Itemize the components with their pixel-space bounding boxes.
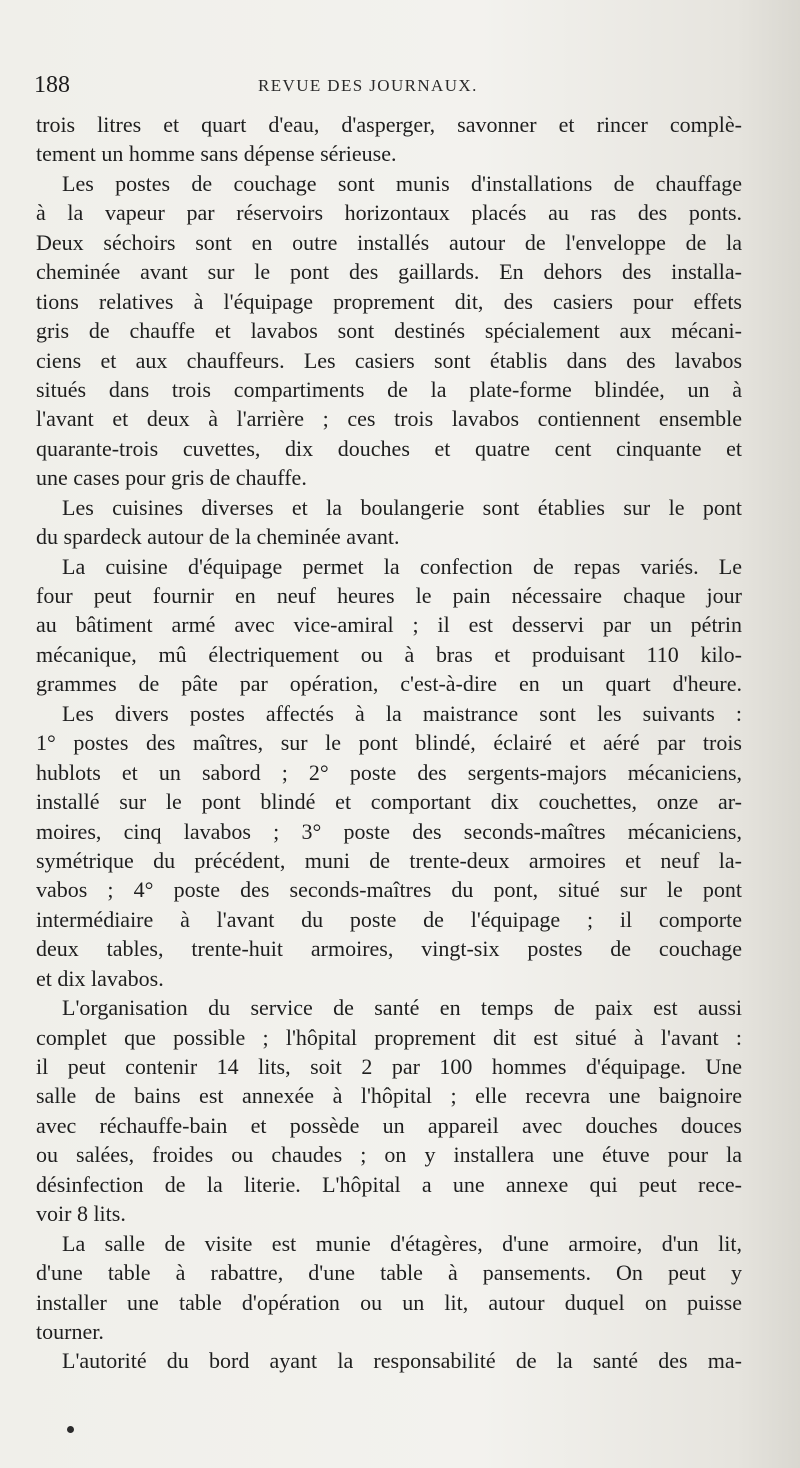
- text-line: grammes de pâte par opération, c'est-à-dire en un quart d'heure.: [36, 671, 742, 697]
- text-line: salle de bains est annexée à l'hôpital ; elle recevra une baignoire: [36, 1083, 742, 1109]
- text-line: Les postes de couchage sont munis d'installations de chauffage: [62, 170, 742, 196]
- text-line: installer une table d'opération ou un lit, autour duquel on puisse: [36, 1289, 742, 1315]
- text-line: il peut contenir 14 lits, soit 2 par 100 hommes d'équipage. Une: [36, 1054, 742, 1079]
- text-line: installé sur le pont blindé et comportant dix couchettes, onze ar-: [36, 789, 742, 815]
- text-line: tement un homme sans dépense sérieuse.: [36, 141, 397, 167]
- text-line: mécanique, mû électriquement ou à bras et produisant 110 kilo-: [36, 641, 742, 667]
- text-line: intermédiaire à l'avant du poste de l'équipage ; il comporte: [36, 906, 742, 932]
- text-line: une cases pour gris de chauffe.: [36, 465, 307, 491]
- text-line: situés dans trois compartiments de la plate-forme blindée, un à: [36, 376, 742, 402]
- text-line: moires, cinq lavabos ; 3° poste des seconds-maîtres mécaniciens,: [36, 818, 742, 844]
- text-line: du spardeck autour de la cheminée avant.: [36, 524, 400, 550]
- text-line: complet que possible ; l'hôpital proprement dit est situé à l'avant :: [36, 1024, 742, 1050]
- text-line: ciens et aux chauffeurs. Les casiers sont établis dans des lavabos: [36, 347, 742, 373]
- text-line: deux tables, trente-huit armoires, vingt-six postes de couchage: [36, 936, 742, 962]
- text-line: au bâtiment armé avec vice-amiral ; il est desservi par un pétrin: [36, 612, 742, 638]
- text-line: voir 8 lits.: [36, 1201, 126, 1227]
- text-line: Deux séchoirs sont en outre installés autour de l'enveloppe de la: [36, 229, 742, 255]
- page-header: [34, 72, 754, 102]
- text-line: quarante-trois cuvettes, dix douches et quatre cent cinquante et: [36, 435, 742, 461]
- text-line: tions relatives à l'équipage proprement dit, des casiers pour effets: [36, 288, 742, 314]
- running-head: REVUE DES JOURNAUX.: [258, 76, 478, 95]
- text-line: La cuisine d'équipage permet la confection de repas variés. Le: [62, 553, 742, 579]
- text-line: à la vapeur par réservoirs horizontaux placés au ras des ponts.: [36, 200, 742, 226]
- text-line: avec réchauffe-bain et possède un appareil avec douches douces: [36, 1112, 742, 1138]
- body-text: [36, 110, 742, 1376]
- text-line: Les cuisines diverses et la boulangerie sont établies sur le pont: [62, 494, 742, 520]
- text-line: symétrique du précédent, muni de trente-deux armoires et neuf la-: [36, 847, 742, 873]
- text-line: Les divers postes affectés à la maistrance sont les suivants :: [62, 700, 742, 726]
- text-line: tourner.: [36, 1318, 104, 1344]
- text-line: désinfection de la literie. L'hôpital a une annexe qui peut rece-: [36, 1171, 742, 1197]
- text-line: et dix lavabos.: [36, 965, 164, 991]
- page-number: 188: [34, 72, 70, 98]
- text-line: d'une table à rabattre, d'une table à pansements. On peut y: [36, 1260, 742, 1286]
- text-line: l'avant et deux à l'arrière ; ces trois lavabos contiennent ensemble: [36, 406, 742, 432]
- text-line: gris de chauffe et lavabos sont destinés spécialement aux mécani-: [36, 318, 742, 344]
- text-line: ou salées, froides ou chaudes ; on y installera une étuve pour la: [36, 1142, 742, 1168]
- text-line: cheminée avant sur le pont des gaillards. En dehors des installa-: [36, 259, 742, 285]
- text-line: 1° postes des maîtres, sur le pont blindé, éclairé et aéré par trois: [36, 730, 742, 756]
- text-line: four peut fournir en neuf heures le pain nécessaire chaque jour: [36, 583, 742, 608]
- text-line: trois litres et quart d'eau, d'asperger, savonner et rincer complè-: [36, 112, 742, 137]
- text-line: vabos ; 4° poste des seconds-maîtres du pont, situé sur le pont: [36, 877, 742, 903]
- text-line: L'organisation du service de santé en temps de paix est aussi: [62, 995, 742, 1021]
- text-line: L'autorité du bord ayant la responsabilité de la santé des ma-: [62, 1348, 742, 1374]
- text-line: hublots et un sabord ; 2° poste des sergents-majors mécaniciens,: [36, 759, 742, 785]
- page-ornament-dot: [67, 1426, 74, 1433]
- text-line: La salle de visite est munie d'étagères, d'une armoire, d'un lit,: [62, 1230, 742, 1256]
